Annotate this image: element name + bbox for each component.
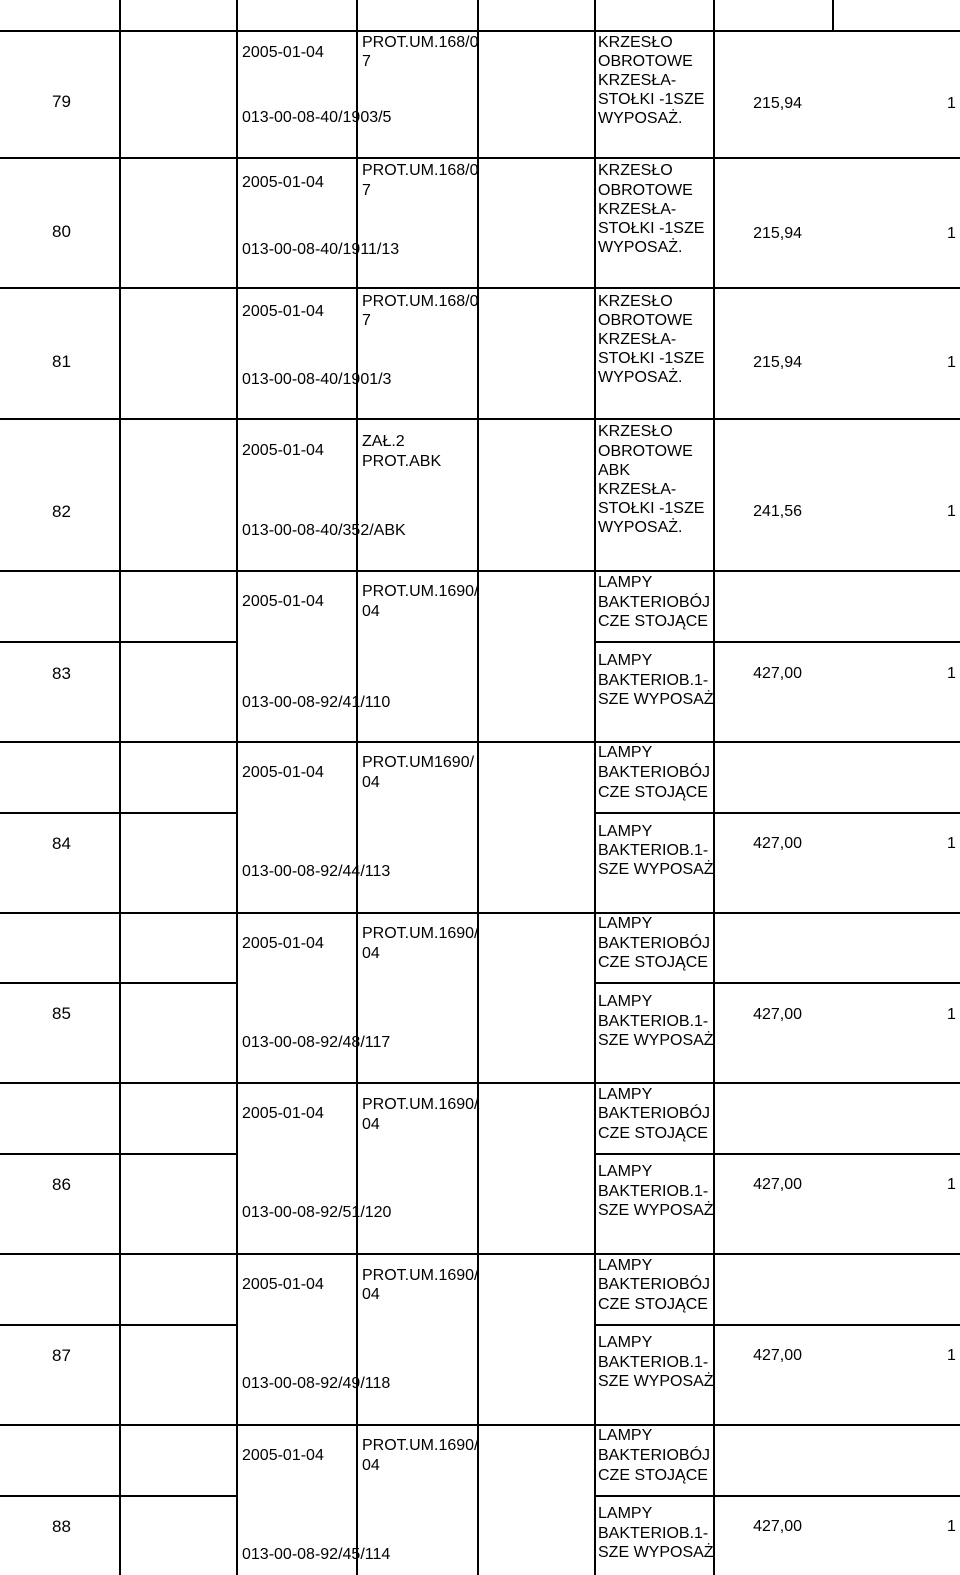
description-line: LAMPY	[598, 1334, 653, 1351]
inventory-number: 013-00-08-92/51/120	[242, 1204, 392, 1221]
document-line: 7	[362, 312, 371, 329]
row-number: 82	[52, 502, 71, 521]
description-line: BAKTERIOBÓJ	[598, 935, 711, 952]
cell-divider	[594, 982, 960, 984]
document-line: PROT.UM.168/0	[362, 293, 479, 310]
acquisition-date: 2005-01-04	[242, 1447, 324, 1464]
quantity: 1	[947, 1176, 956, 1193]
unit-price: 215,94	[753, 354, 802, 371]
inventory-number: 013-00-08-40/1903/5	[242, 109, 392, 126]
unit-price: 427,00	[753, 835, 802, 852]
description-line: LAMPY	[598, 993, 653, 1010]
document-line: 7	[362, 53, 371, 70]
cell-divider	[594, 1495, 960, 1497]
document-line: PROT.UM.1690/	[362, 583, 479, 600]
acquisition-date: 2005-01-04	[242, 1276, 324, 1293]
row-number: 88	[52, 1517, 71, 1536]
row-divider	[0, 1253, 960, 1255]
acquisition-date: 2005-01-04	[242, 174, 324, 191]
description-line: BAKTERIOB.1-	[598, 1525, 709, 1542]
description-line: BAKTERIOB.1-	[598, 842, 709, 859]
description-line: BAKTERIOB.1-	[598, 672, 709, 689]
cell-divider	[0, 812, 236, 814]
row-number: 83	[52, 664, 71, 683]
description-line: LAMPY	[598, 823, 653, 840]
cell-divider	[594, 641, 960, 643]
unit-price: 427,00	[753, 1347, 802, 1364]
description-line: KRZESŁA-	[598, 481, 677, 498]
document-line: PROT.ABK	[362, 453, 442, 470]
description-line: SZE WYPOSAŻ	[598, 1202, 714, 1219]
description-line: KRZESŁO	[598, 34, 673, 51]
description-line: LAMPY	[598, 1086, 653, 1103]
description-line: LAMPY	[598, 1163, 653, 1180]
document-line: PROT.UM.168/0	[362, 34, 479, 51]
description-line: LAMPY	[598, 1505, 653, 1522]
description-line: CZE STOJĄCE	[598, 784, 708, 801]
unit-price: 215,94	[753, 225, 802, 242]
cell-divider	[0, 1495, 236, 1497]
row-divider	[0, 1424, 960, 1426]
description-line: OBROTOWE	[598, 312, 693, 329]
row-divider	[0, 741, 960, 743]
column-divider	[236, 0, 238, 1575]
description-line: STOŁKI -1SZE	[598, 91, 705, 108]
column-divider	[356, 0, 358, 1575]
description-line: OBROTOWE	[598, 443, 693, 460]
quantity: 1	[947, 225, 956, 242]
description-line: KRZESŁO	[598, 423, 673, 440]
inventory-number: 013-00-08-92/49/118	[242, 1375, 391, 1392]
description-line: LAMPY	[598, 1427, 653, 1444]
description-line: SZE WYPOSAŻ	[598, 691, 714, 708]
description-line: WYPOSAŻ.	[598, 110, 683, 127]
row-number: 86	[52, 1175, 71, 1194]
document-line: 04	[362, 774, 380, 791]
description-line: KRZESŁA-	[598, 72, 677, 89]
description-line: CZE STOJĄCE	[598, 1467, 708, 1484]
row-number: 81	[52, 352, 71, 371]
document-line: 04	[362, 1286, 380, 1303]
description-line: OBROTOWE	[598, 182, 693, 199]
description-line: BAKTERIOB.1-	[598, 1013, 709, 1030]
row-divider	[0, 287, 960, 289]
inventory-number: 013-00-08-40/352/ABK	[242, 522, 406, 539]
acquisition-date: 2005-01-04	[242, 44, 324, 61]
description-line: WYPOSAŻ.	[598, 239, 683, 256]
description-line: LAMPY	[598, 915, 653, 932]
inventory-number: 013-00-08-92/41/110	[242, 694, 391, 711]
document-line: PROT.UM.1690/	[362, 925, 479, 942]
description-line: LAMPY	[598, 574, 653, 591]
description-line: CZE STOJĄCE	[598, 1296, 708, 1313]
description-line: OBROTOWE	[598, 53, 693, 70]
description-line: LAMPY	[598, 652, 653, 669]
description-line: STOŁKI -1SZE	[598, 220, 705, 237]
description-line: STOŁKI -1SZE	[598, 350, 705, 367]
description-line: BAKTERIOBÓJ	[598, 1276, 711, 1293]
quantity: 1	[947, 354, 956, 371]
row-divider	[0, 418, 960, 420]
cell-divider	[0, 641, 236, 643]
quantity: 1	[947, 665, 956, 682]
quantity: 1	[947, 503, 956, 520]
unit-price: 241,56	[753, 503, 802, 520]
description-line: STOŁKI -1SZE	[598, 500, 705, 517]
unit-price: 427,00	[753, 1518, 802, 1535]
row-number: 87	[52, 1346, 71, 1365]
document-line: PROT.UM.1690/	[362, 1267, 479, 1284]
row-divider	[0, 30, 960, 32]
document-line: PROT.UM1690/	[362, 754, 475, 771]
acquisition-date: 2005-01-04	[242, 442, 324, 459]
row-number: 84	[52, 834, 71, 853]
row-divider	[0, 912, 960, 914]
unit-price: 427,00	[753, 1176, 802, 1193]
row-divider	[0, 570, 960, 572]
acquisition-date: 2005-01-04	[242, 593, 324, 610]
description-line: SZE WYPOSAŻ	[598, 861, 714, 878]
document-line: 04	[362, 945, 380, 962]
description-line: BAKTERIOB.1-	[598, 1354, 709, 1371]
description-line: LAMPY	[598, 744, 653, 761]
description-line: BAKTERIOBÓJ	[598, 1447, 711, 1464]
row-number: 80	[52, 222, 71, 241]
description-line: SZE WYPOSAŻ	[598, 1544, 714, 1561]
cell-divider	[0, 1153, 236, 1155]
description-line: BAKTERIOBÓJ	[598, 764, 711, 781]
document-line: 04	[362, 1116, 380, 1133]
inventory-number: 013-00-08-40/1901/3	[242, 371, 392, 388]
description-line: SZE WYPOSAŻ	[598, 1032, 714, 1049]
column-divider	[119, 0, 121, 1575]
description-line: CZE STOJĄCE	[598, 613, 708, 630]
document-line: ZAŁ.2	[362, 433, 405, 450]
inventory-number: 013-00-08-92/48/117	[242, 1034, 391, 1051]
description-line: WYPOSAŻ.	[598, 369, 683, 386]
row-divider	[0, 157, 960, 159]
column-divider	[594, 0, 596, 1575]
description-line: BAKTERIOBÓJ	[598, 594, 711, 611]
description-line: CZE STOJĄCE	[598, 954, 708, 971]
description-line: BAKTERIOB.1-	[598, 1183, 709, 1200]
document-line: 7	[362, 182, 371, 199]
acquisition-date: 2005-01-04	[242, 764, 324, 781]
acquisition-date: 2005-01-04	[242, 303, 324, 320]
description-line: KRZESŁA-	[598, 331, 677, 348]
column-divider	[713, 0, 715, 1575]
column-divider	[477, 0, 479, 1575]
document-line: 04	[362, 1457, 380, 1474]
description-line: KRZESŁO	[598, 293, 673, 310]
quantity: 1	[947, 1518, 956, 1535]
description-line: LAMPY	[598, 1257, 653, 1274]
cell-divider	[0, 982, 236, 984]
document-line: PROT.UM.1690/	[362, 1096, 479, 1113]
quantity: 1	[947, 1347, 956, 1364]
description-line: SZE WYPOSAŻ	[598, 1373, 714, 1390]
row-number: 85	[52, 1004, 71, 1023]
cell-divider	[594, 1324, 960, 1326]
row-number: 79	[52, 92, 71, 111]
column-divider	[832, 0, 834, 30]
cell-divider	[594, 1153, 960, 1155]
inventory-number: 013-00-08-92/45/114	[242, 1546, 391, 1563]
document-line: PROT.UM.168/0	[362, 162, 479, 179]
inventory-number: 013-00-08-92/44/113	[242, 863, 391, 880]
description-line: ABK	[598, 462, 631, 479]
inventory-number: 013-00-08-40/1911/13	[242, 241, 400, 258]
unit-price: 427,00	[753, 1006, 802, 1023]
cell-divider	[0, 1324, 236, 1326]
document-line: PROT.UM.1690/	[362, 1437, 479, 1454]
description-line: WYPOSAŻ.	[598, 519, 683, 536]
acquisition-date: 2005-01-04	[242, 1105, 324, 1122]
quantity: 1	[947, 835, 956, 852]
row-divider	[0, 1082, 960, 1084]
quantity: 1	[947, 1006, 956, 1023]
unit-price: 427,00	[753, 665, 802, 682]
cell-divider	[594, 812, 960, 814]
description-line: KRZESŁA-	[598, 201, 677, 218]
description-line: CZE STOJĄCE	[598, 1125, 708, 1142]
description-line: KRZESŁO	[598, 162, 673, 179]
acquisition-date: 2005-01-04	[242, 935, 324, 952]
unit-price: 215,94	[753, 95, 802, 112]
quantity: 1	[947, 95, 956, 112]
document-line: 04	[362, 603, 380, 620]
description-line: BAKTERIOBÓJ	[598, 1105, 711, 1122]
